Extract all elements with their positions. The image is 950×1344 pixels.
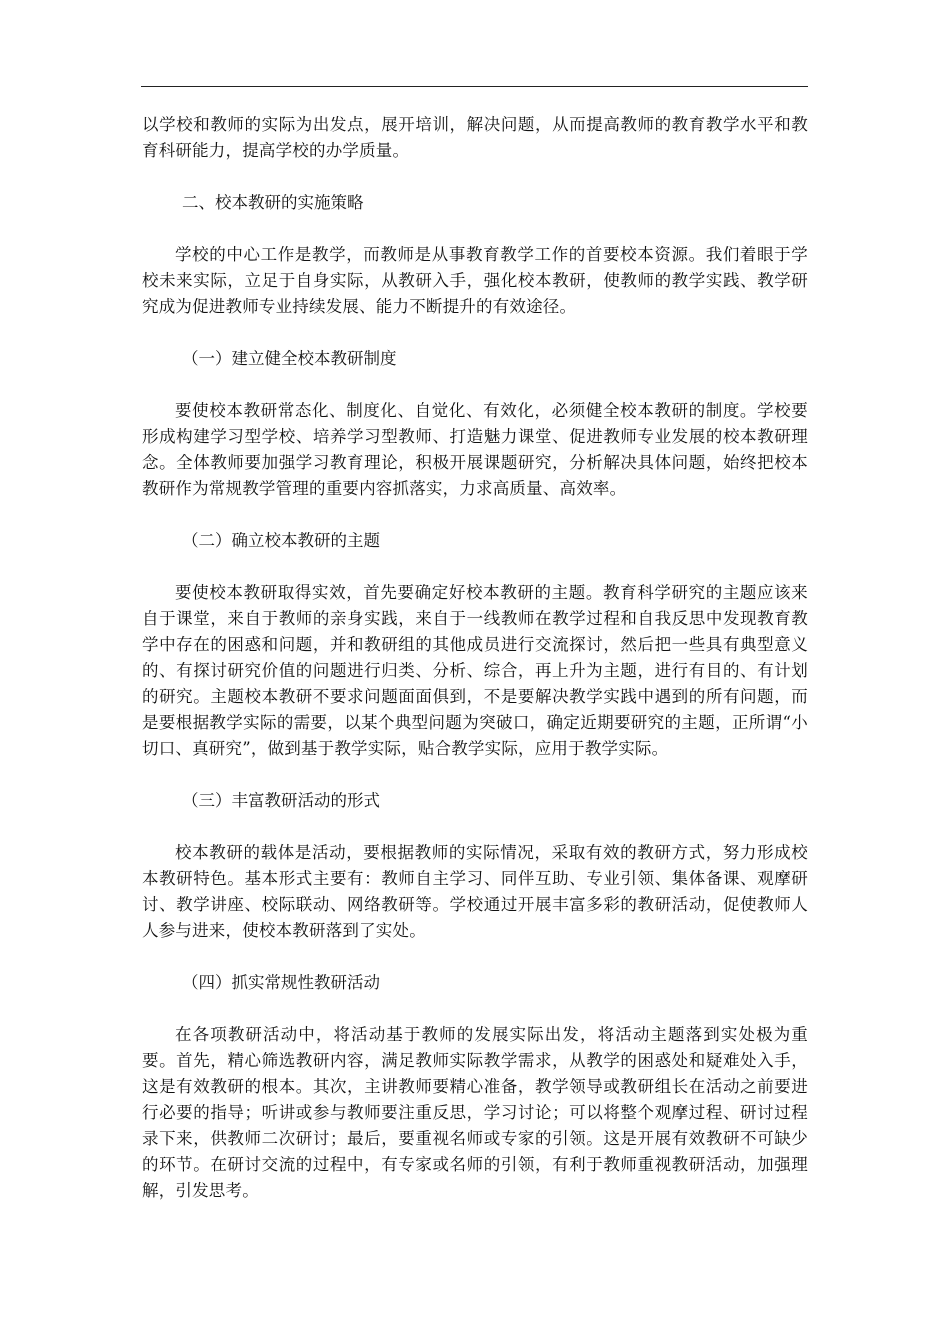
subheading-system: （一）建立健全校本教研制度 <box>182 349 397 368</box>
paragraph-intro-continuation: 以学校和教师的实际为出发点，展开培训，解决问题，从而提高教师的教育教学水平和教育科研能力，提高学校的办学质量。 <box>142 115 808 160</box>
spacer <box>142 502 808 528</box>
spacer <box>142 320 808 346</box>
paragraph-strategies: 学校的中心工作是教学，而教师是从事教育教学工作的首要校本资源。我们着眼于学校未来实际，立足于自身实际，从教研入手，强化校本教研，使教师的教学实践、教学研究成为促进教师专业持续发展、能力不断提升的有效途径。 <box>142 245 808 316</box>
spacer <box>142 996 808 1022</box>
spacer <box>142 814 808 840</box>
paragraph-routine: 在各项教研活动中，将活动基于教师的发展实际出发，将活动主题落到实处极为重要。首先，精心筛选教研内容，满足教师实际教学需求，从教学的困惑处和疑难处入手，这是有效教研的根本。其次，主讲教师要精心准备，教学领导或教研组长在活动之前要进行必要的指导；听讲或参与教师要注重反思，学习讨论；可以将整个观摩过程、研讨过程录下来，供教师二次研讨；最后，要重视名师或专家的引领。这是开展有效教研不可缺少的环节。在研讨交流的过程中，有专家或名师的引领，有利于教师重视教研活动，加强理解，引发思考。 <box>142 1025 808 1200</box>
spacer <box>142 944 808 970</box>
document-body <box>142 112 808 1204</box>
header-rule <box>141 86 808 87</box>
section-heading-strategies: 二、校本教研的实施策略 <box>182 193 364 212</box>
paragraph-theme: 要使校本教研取得实效，首先要确定好校本教研的主题。教育科学研究的主题应该来自于课堂，来自于教师的亲身实践，来自于一线教师在教学过程和自我反思中发现教育教学中存在的困惑和问题，并和教研组的其他成员进行交流探讨，然后把一些具有典型意义的、有探讨研究价值的问题进行归类、分析、综合，再上升为主题，进行有目的、有计划的研究。主题校本教研不要求问题面面俱到，不是要解决教学实践中遇到的所有问题，而是要根据教学实际的需要，以某个典型问题为突破口，确定近期要研究的主题，正所谓“小切口、真研究”，做到基于教学实际，贴合教学实际，应用于教学实际。 <box>142 583 808 758</box>
spacer <box>142 164 808 190</box>
subheading-theme: （二）确立校本教研的主题 <box>182 531 380 550</box>
subheading-routine: （四）抓实常规性教研活动 <box>182 973 380 992</box>
subheading-forms: （三）丰富教研活动的形式 <box>182 791 380 810</box>
spacer <box>142 216 808 242</box>
spacer <box>142 554 808 580</box>
spacer <box>142 372 808 398</box>
spacer <box>142 762 808 788</box>
paragraph-system: 要使校本教研常态化、制度化、自觉化、有效化，必须健全校本教研的制度。学校要形成构建学习型学校、培养学习型教师、打造魅力课堂、促进教师专业发展的校本教研理念。全体教师要加强学习教育理论，积极开展课题研究，分析解决具体问题，始终把校本教研作为常规教学管理的重要内容抓落实，力求高质量、高效率。 <box>142 401 808 498</box>
paragraph-forms: 校本教研的载体是活动，要根据教师的实际情况，采取有效的教研方式，努力形成校本教研特色。基本形式主要有：教师自主学习、同伴互助、专业引领、集体备课、观摩研讨、教学讲座、校际联动、网络教研等。学校通过开展丰富多彩的教研活动，促使教师人人参与进来，使校本教研落到了实处。 <box>142 843 808 940</box>
